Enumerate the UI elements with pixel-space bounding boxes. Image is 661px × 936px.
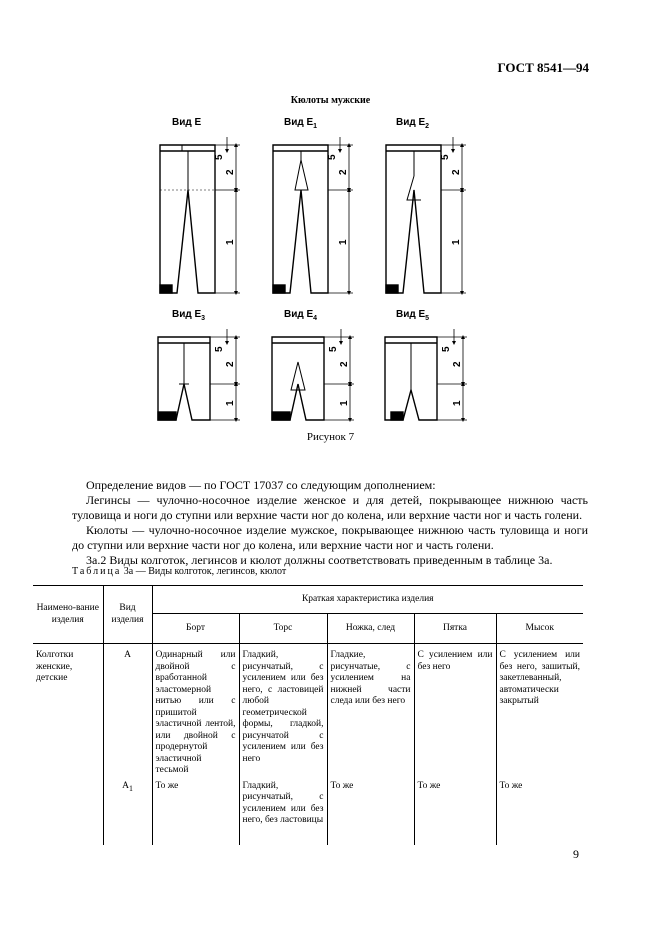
- dim-label: 1: [225, 400, 236, 406]
- dim-label: 5: [214, 154, 225, 160]
- paragraph-definitions: Определение видов — по ГОСТ 17037 со следующим дополнением:: [86, 478, 436, 492]
- dim-label: 1: [451, 239, 462, 245]
- dim-label: 2: [452, 361, 463, 367]
- paragraph-culottes: Кюлоты — чулочно-носочное изделие мужское, покрывающее нижнюю часть туловища и ноги до ступни или верхние части ног до колена, или верхние части ног и часть голени.: [72, 523, 588, 552]
- product-name: Колготки женские, детские: [33, 644, 103, 845]
- garment-view-e2: [386, 145, 441, 293]
- dim-label: 5: [440, 154, 451, 160]
- garment-view-e: [160, 145, 215, 293]
- dim-label: 5: [328, 346, 339, 352]
- view-label-e4: Вид $Е_4$: [284, 309, 318, 322]
- view-label-e5: Вид $Е_5$: [396, 309, 430, 322]
- cell-bort: Одинарный или двойной с вработанной эластомерной нитью или с пришитой эластичной лентой, или двойной с продернутой эластичной тесьмой: [152, 644, 239, 779]
- cell-heel: То же: [414, 779, 496, 845]
- cell-heel: С усилением или без него: [414, 644, 496, 779]
- view-label-e1: Вид $Е_1$: [284, 117, 318, 130]
- header-col-tors: Торс: [239, 614, 327, 644]
- paragraph-3a2: 3а.2 Виды колготок, легинсов и кюлот должны соответствовать приведенным в таблице 3а.: [86, 553, 553, 567]
- header-name: Наимено-вание изделия: [33, 586, 103, 644]
- dim-label: 1: [339, 400, 350, 406]
- dim-label: 2: [451, 169, 462, 175]
- table-row: [33, 779, 583, 845]
- view-label-e: Вид Е: [172, 117, 202, 128]
- cell-leg: Гладкие, рисунчатые, с усилением на нижней части следа или без него: [327, 644, 414, 779]
- cell-tors: Гладкий, рисунчатый, с усилением или без него, с ластовицей любой геометрической формы, гладкой, рисунчатой с усилением или без него: [239, 644, 327, 779]
- table-row: [33, 644, 583, 779]
- figure-title: Кюлоты мужские: [290, 95, 371, 106]
- dim-label: 2: [225, 361, 236, 367]
- header-col-toe: Мысок: [496, 614, 583, 644]
- page-number: 9: [573, 847, 579, 861]
- cell-tors: Гладкий, рисунчатый, с усилением или без него, без ластовицы: [239, 779, 327, 845]
- cell-toe: С усилением или без него, зашитый, закетлеванный, автоматически закрытый: [499, 650, 580, 706]
- header-characteristics: Краткая характеристика изделия: [152, 586, 583, 614]
- product-types-table: [33, 585, 583, 845]
- cell-toe: То же: [499, 780, 523, 791]
- dim-label: 1: [452, 400, 463, 406]
- header-col-leg: Ножка, след: [327, 614, 414, 644]
- type-cell: $A_1$: [103, 779, 152, 845]
- garment-view-e4: [272, 337, 324, 420]
- figure-caption: Рисунок 7: [306, 431, 355, 443]
- garment-view-e1: [273, 145, 328, 293]
- table-caption: Таблица 3а — Виды колготок, легинсов, кюлот: [72, 566, 287, 577]
- header-col-heel: Пятка: [414, 614, 496, 644]
- dim-label: 5: [327, 154, 338, 160]
- dim-label: 5: [214, 346, 225, 352]
- cell-bort: То же: [152, 779, 239, 845]
- culottes-drawing: [0, 0, 661, 440]
- garment-view-e5: [385, 337, 437, 420]
- header-col-bort: Борт: [152, 614, 239, 644]
- dim-label: 1: [338, 239, 349, 245]
- view-label-e3: Вид $Е_3$: [172, 309, 206, 322]
- paragraph-leggings: Легинсы — чулочно-носочное изделие женское и для детей, покрывающее нижнюю часть туловища и ноги до ступни или верхние части ног до колена, или верхние части ног и часть голени.: [72, 493, 588, 522]
- dim-label: 2: [225, 169, 236, 175]
- view-label-e2: Вид $Е_2$: [396, 117, 430, 130]
- standard-number: ГОСТ 8541—94: [497, 60, 589, 75]
- cell-leg: То же: [327, 779, 414, 845]
- header-type: Вид изделия: [103, 586, 152, 644]
- dimension-lines: [210, 137, 467, 420]
- garment-view-e3: [158, 337, 210, 420]
- dim-label: 1: [225, 239, 236, 245]
- type-cell: A: [103, 644, 152, 779]
- dim-label: 2: [339, 361, 350, 367]
- dim-label: 5: [441, 346, 452, 352]
- dim-label: 2: [338, 169, 349, 175]
